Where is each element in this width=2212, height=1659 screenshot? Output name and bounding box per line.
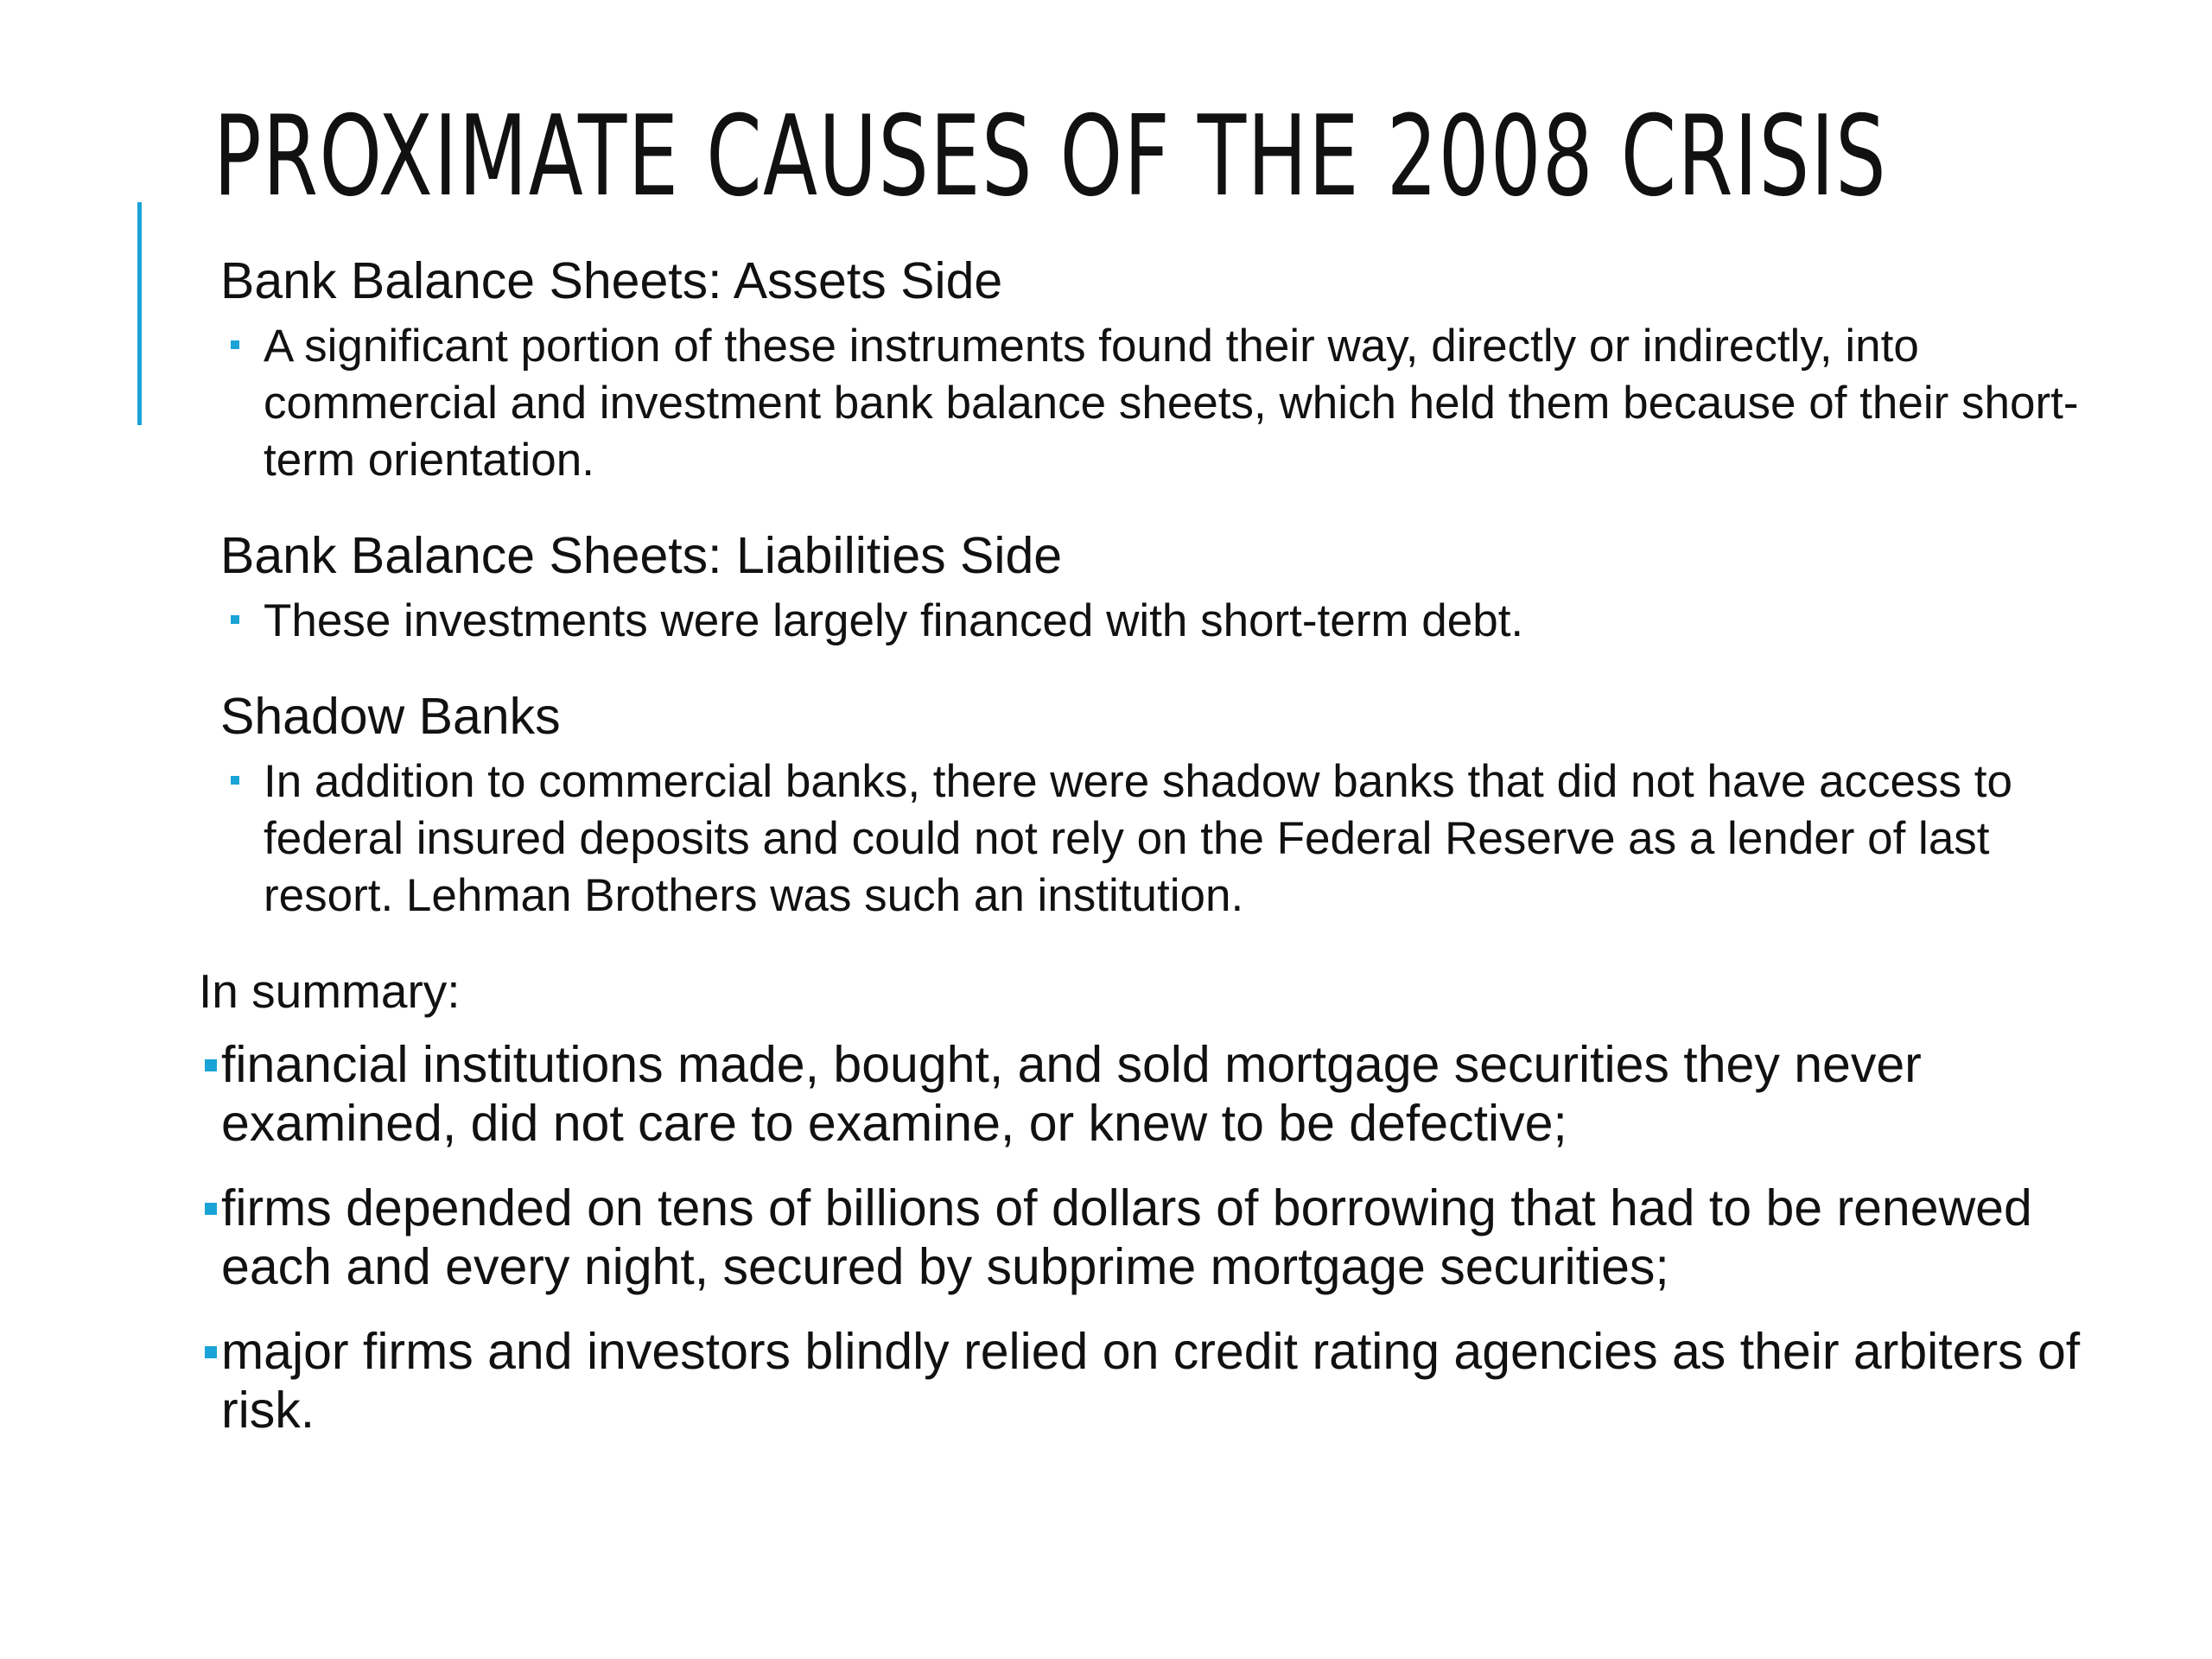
summary-list <box>199 1035 2082 1440</box>
section-heading: Bank Balance Sheets: Liabilities Side <box>220 527 1063 584</box>
square-bullet-icon <box>205 1059 217 1071</box>
summary-item <box>199 1322 2082 1440</box>
square-bullet-icon <box>231 340 239 349</box>
bullet-list <box>220 753 2082 925</box>
slide-title: PROXIMATE CAUSES OF THE 2008 CRISIS <box>213 92 1888 221</box>
square-bullet-icon <box>231 776 239 785</box>
summary-text: financial institutions made, bought, and sold mortgage securities they never examined, did not care to examine, or knew to be defective; <box>221 1036 1922 1152</box>
section-heading: Shadow Banks <box>220 688 561 745</box>
bullet-list <box>220 593 2082 650</box>
bullet-item <box>220 753 2082 925</box>
square-bullet-icon <box>231 615 239 624</box>
slide-content <box>199 242 2082 1465</box>
section-assets <box>220 252 2082 489</box>
section-heading: Bank Balance Sheets: Assets Side <box>220 252 1003 309</box>
square-bullet-icon <box>205 1346 217 1358</box>
summary-item <box>199 1179 2082 1296</box>
square-bullet-icon <box>205 1203 217 1215</box>
section-liabilities <box>220 527 2082 650</box>
bullet-item <box>220 318 2082 489</box>
bullet-text: A significant portion of these instruments found their way, directly or indirectly, into commercial and investment bank balance sheets, which held them because of their short-term orientation. <box>264 321 2079 486</box>
section-shadow-banks <box>220 688 2082 925</box>
summary-text: major firms and investors blindly relied on credit rating agencies as their arbiters of risk. <box>221 1323 2081 1439</box>
accent-bar <box>137 202 142 425</box>
summary-text: firms depended on tens of billions of dollars of borrowing that had to be renewed each and every night, secured by subprime mortgage securities; <box>221 1179 2032 1295</box>
bullet-text: In addition to commercial banks, there were shadow banks that did not have access to federal insured deposits and could not rely on the Federal Reserve as a lender of last resort. Lehman Brothers was such an institution. <box>264 756 2012 921</box>
bullet-list <box>220 318 2082 489</box>
summary-heading: In summary: <box>199 964 461 1018</box>
bullet-item <box>220 593 2082 650</box>
bullet-text: These investments were largely financed with short-term debt. <box>264 595 1524 646</box>
summary-item <box>199 1035 2082 1153</box>
